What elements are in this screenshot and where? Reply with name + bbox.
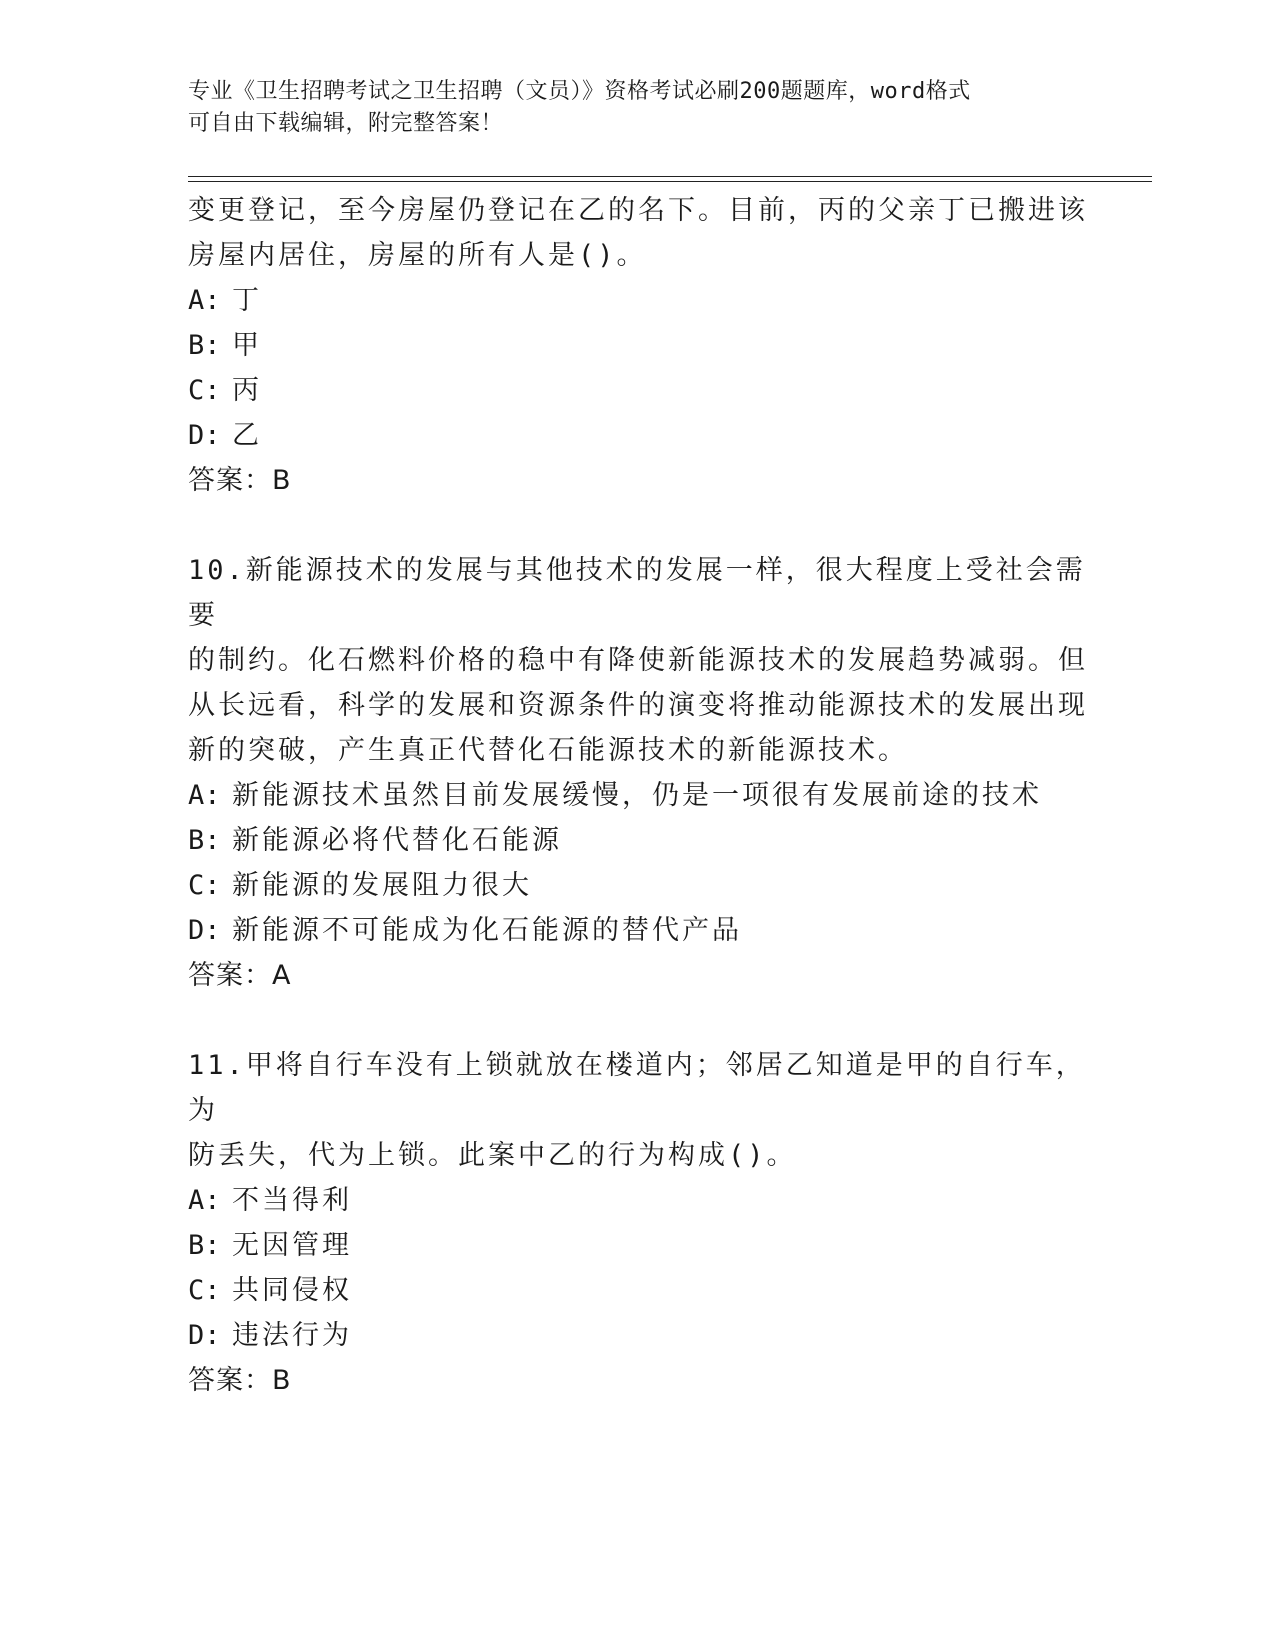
option-d [188,908,1088,953]
question-stem: 11.甲将自行车没有上锁就放在楼道内；邻居乙知道是甲的自行车，为 [188,1050,1086,1126]
option-key: D: [188,420,221,451]
option-text: 新能源的发展阻力很大 [232,870,532,901]
option-key: C: [188,375,221,406]
option-c [188,1268,1088,1313]
option-text: 丁 [232,285,262,316]
option-key: B: [188,330,221,361]
option-key: C: [188,870,221,901]
option-text: 不当得利 [232,1185,352,1216]
option-text: 甲 [232,330,262,361]
option-key: A: [188,1185,221,1216]
header-rule-bottom [188,181,1152,182]
option-text: 丙 [232,375,262,406]
option-c [188,863,1088,908]
option-d [188,1313,1088,1358]
header-line-2: 可自由下载编辑，附完整答案！ [188,111,504,136]
question-stem: 新的突破，产生真正代替化石能源技术的新能源技术。 [188,735,908,766]
question-9 [188,188,1088,503]
option-a [188,773,1088,818]
option-key: D: [188,1320,221,1351]
option-key: D: [188,915,221,946]
answer-line: 答案：B [188,465,292,496]
question-stem: 防丢失，代为上锁。此案中乙的行为构成()。 [188,1140,797,1171]
question-stem: 从长远看，科学的发展和资源条件的演变将推动能源技术的发展出现 [188,690,1088,721]
option-text: 无因管理 [232,1230,352,1261]
option-key: A: [188,780,221,811]
option-key: B: [188,1230,221,1261]
option-text: 新能源必将代替化石能源 [232,825,562,856]
question-stem: 变更登记，至今房屋仍登记在乙的名下。目前，丙的父亲丁已搬进该 [188,195,1088,226]
option-b [188,323,1088,368]
header-rule-top [188,176,1152,177]
question-11 [188,1043,1088,1403]
option-key: B: [188,825,221,856]
header-line-1: 专业《卫生招聘考试之卫生招聘（文员）》资格考试必刷200题题库，word格式 [188,79,971,104]
question-10 [188,548,1088,998]
option-b [188,1223,1088,1268]
question-stem: 房屋内居住，房屋的所有人是()。 [188,240,647,271]
question-stem: 10.新能源技术的发展与其他技术的发展一样，很大程度上受社会需要 [188,555,1086,631]
option-a [188,278,1088,323]
option-text: 新能源技术虽然目前发展缓慢，仍是一项很有发展前途的技术 [232,780,1042,811]
option-text: 乙 [232,420,262,451]
question-list [188,188,1088,1403]
option-text: 违法行为 [232,1320,352,1351]
option-b [188,818,1088,863]
option-text: 共同侵权 [232,1275,352,1306]
option-key: C: [188,1275,221,1306]
answer-line: 答案：B [188,1365,292,1396]
option-a [188,1178,1088,1223]
spacer [188,503,1088,548]
question-stem: 的制约。化石燃料价格的稳中有降使新能源技术的发展趋势减弱。但 [188,645,1088,676]
document-header [188,76,1068,140]
option-key: A: [188,285,221,316]
spacer [188,998,1088,1043]
option-text: 新能源不可能成为化石能源的替代产品 [232,915,742,946]
option-c [188,368,1088,413]
answer-line: 答案：A [188,960,292,991]
option-d [188,413,1088,458]
